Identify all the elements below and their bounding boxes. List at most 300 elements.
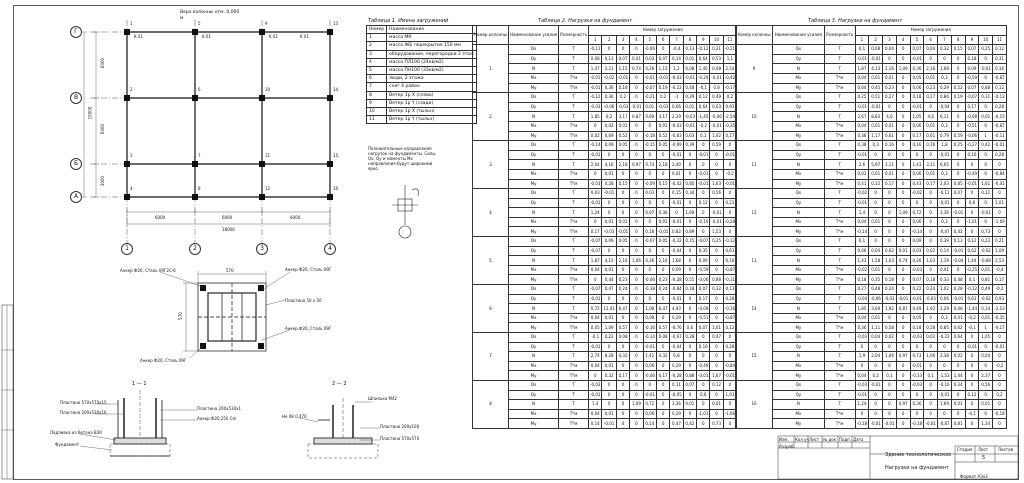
value-cell: 0: [993, 333, 1007, 343]
value-cell: 0: [924, 390, 938, 400]
value-cell: -0,01: [855, 54, 869, 64]
value-cell: 0: [710, 342, 723, 352]
value-cell: 0,47: [602, 285, 616, 295]
value-cell: -0,18: [643, 285, 656, 295]
value-cell: -0,51: [965, 121, 979, 131]
value-cell: 0,31: [993, 54, 1007, 64]
value-cell: 0,51: [869, 93, 883, 103]
value-cell: 0: [710, 304, 723, 314]
unit-cell: Т: [824, 208, 855, 218]
value-cell: -0,2: [965, 313, 979, 323]
table-header-cell: Номер загружения: [855, 26, 1006, 36]
value-cell: 6,47: [616, 304, 629, 314]
value-cell: 0,14: [979, 304, 993, 314]
value-cell: 0,08: [951, 304, 965, 314]
value-cell: 0: [630, 342, 643, 352]
value-cell: 0,01: [630, 54, 643, 64]
value-cell: 0,01: [656, 121, 669, 131]
value-cell: 0,93: [723, 102, 736, 112]
value-cell: 0,07: [656, 54, 669, 64]
value-cell: 0: [683, 198, 696, 208]
force-name-cell: Mx: [509, 121, 559, 131]
loads-table-3: [735, 25, 1007, 429]
value-cell: 0,06: [855, 246, 869, 256]
value-cell: 0,03: [710, 102, 723, 112]
unit-cell: Т: [824, 380, 855, 390]
table-row: [473, 141, 737, 151]
unit-cell: Т: [559, 64, 589, 74]
value-cell: -2,54: [723, 112, 736, 122]
value-cell: 0,81: [979, 275, 993, 285]
value-cell: 1,09: [630, 400, 643, 410]
value-cell: 0,1: [855, 237, 869, 247]
value-cell: 0,05: [656, 237, 669, 247]
unit-cell: Т: [824, 246, 855, 256]
value-cell: 0: [656, 189, 669, 199]
value-cell: -0,01: [589, 83, 602, 93]
value-cell: 0,01: [683, 400, 696, 410]
column-number-cell: 15: [736, 333, 773, 381]
value-cell: 0,8: [710, 83, 723, 93]
value-cell: 0,03: [589, 189, 602, 199]
value-cell: 4,16: [602, 160, 616, 170]
value-cell: 1: [979, 323, 993, 333]
value-cell: 0,01: [883, 121, 897, 131]
force-name-cell: My: [773, 83, 825, 93]
unit-cell: Т: [824, 304, 855, 314]
table-row: [367, 99, 477, 107]
value-cell: 0,07: [697, 285, 710, 295]
unit-cell: Т: [559, 304, 589, 314]
force-name-cell: Qx: [773, 380, 825, 390]
value-cell: 0,31: [979, 93, 993, 103]
value-cell: 0,18: [683, 285, 696, 295]
force-name-cell: Qy: [773, 198, 825, 208]
value-cell: 0,97: [643, 208, 656, 218]
table1-title: Таблица 1. Имена загружений: [368, 18, 449, 24]
value-cell: 1,58: [869, 256, 883, 266]
value-cell: 0: [951, 112, 965, 122]
stamp-sheets-label: Листов: [998, 447, 1013, 452]
value-cell: 0,06: [670, 102, 683, 112]
value-cell: 0: [643, 246, 656, 256]
table-header-cell: 8: [683, 35, 696, 45]
value-cell: 0,15: [656, 179, 669, 189]
value-cell: 0: [670, 208, 683, 218]
value-cell: 6,65: [938, 160, 952, 170]
table-header-cell: 11: [993, 35, 1007, 45]
value-cell: 0,32: [938, 45, 952, 55]
value-cell: 0,04: [855, 83, 869, 93]
value-cell: 0,13: [683, 45, 696, 55]
unit-cell: Т*м: [824, 169, 855, 179]
value-cell: 0: [630, 93, 643, 103]
value-cell: -0,84: [670, 285, 683, 295]
force-name-cell: Qx: [509, 141, 559, 151]
value-cell: 0,73: [910, 352, 924, 362]
value-cell: -1,44: [965, 304, 979, 314]
value-cell: -0,18: [910, 419, 924, 429]
value-cell: 0: [630, 361, 643, 371]
dim-h-1: 6000: [155, 215, 166, 220]
table-row: [736, 294, 1007, 304]
node-3: 3: [130, 153, 133, 158]
value-cell: -0,01: [710, 208, 723, 218]
value-cell: 0,06: [938, 294, 952, 304]
force-name-cell: Qx: [509, 237, 559, 247]
table-row: [473, 275, 737, 285]
value-cell: 2,29: [670, 112, 683, 122]
value-cell: 0: [924, 400, 938, 410]
force-name-cell: Qy: [509, 390, 559, 400]
force-name-cell: Qx: [773, 141, 825, 151]
force-name-cell: My: [773, 419, 825, 429]
value-cell: 0,12: [979, 189, 993, 199]
value-cell: 0: [723, 419, 736, 429]
value-cell: 0,48: [683, 83, 696, 93]
value-cell: -0,01: [910, 54, 924, 64]
value-cell: 0: [630, 83, 643, 93]
value-cell: 0: [656, 45, 669, 55]
dim-h-2: 6000: [222, 215, 233, 220]
value-cell: 0,13: [723, 285, 736, 295]
table-row: [736, 45, 1007, 55]
value-cell: 0: [855, 361, 869, 371]
value-cell: 0,09: [910, 237, 924, 247]
value-cell: 0: [979, 150, 993, 160]
value-cell: 0: [643, 169, 656, 179]
value-cell: 0: [710, 169, 723, 179]
table-row: [473, 294, 737, 304]
value-cell: 0: [896, 285, 910, 295]
table-row: [473, 208, 737, 218]
value-cell: 0,88: [683, 371, 696, 381]
value-cell: 0,42: [979, 141, 993, 151]
table-row: [736, 390, 1007, 400]
value-cell: 4,32: [616, 352, 629, 362]
value-cell: 0,18: [855, 275, 869, 285]
value-cell: -0,01: [965, 179, 979, 189]
force-name-cell: My: [509, 227, 559, 237]
value-cell: 0,74: [896, 256, 910, 266]
table2-title: Таблица 2. Нагрузки на фундамент: [538, 18, 633, 24]
value-cell: 0,18: [643, 227, 656, 237]
stamp-col-doc: № док: [823, 437, 837, 442]
force-name-cell: Qx: [509, 189, 559, 199]
value-cell: -0,11: [723, 275, 736, 285]
value-cell: 0: [869, 227, 883, 237]
value-cell: 8,2: [602, 112, 616, 122]
table-row: [473, 112, 737, 122]
table-row: [473, 150, 737, 160]
unit-cell: Т*м: [824, 361, 855, 371]
unit-cell: Т*м: [559, 323, 589, 333]
unit-cell: Т*м: [824, 323, 855, 333]
value-cell: -0,01: [643, 73, 656, 83]
value-cell: -0,4: [670, 45, 683, 55]
dim-570-h: 570: [226, 268, 234, 273]
value-cell: 0,17: [589, 227, 602, 237]
stamp-col-izm: Изм.: [779, 437, 789, 442]
value-cell: 0: [938, 361, 952, 371]
value-cell: 0,12: [993, 83, 1007, 93]
value-cell: 0: [630, 73, 643, 83]
value-cell: 0: [883, 313, 897, 323]
value-cell: 0,63: [965, 294, 979, 304]
value-cell: -0,02: [602, 73, 616, 83]
value-cell: 0,14: [643, 419, 656, 429]
value-cell: 0,07: [910, 45, 924, 55]
table-row: [473, 131, 737, 141]
value-cell: 0,01: [602, 361, 616, 371]
axis-label-2: 2: [189, 243, 201, 255]
value-cell: 0: [896, 227, 910, 237]
force-name-cell: Qy: [509, 102, 559, 112]
value-cell: -0,01: [683, 73, 696, 83]
value-cell: 0: [938, 409, 952, 419]
table-row: [736, 102, 1007, 112]
unit-cell: Т: [824, 45, 855, 55]
force-name-cell: Mx: [509, 169, 559, 179]
force-name-cell: Qy: [773, 54, 825, 64]
node-11: 11: [265, 153, 271, 158]
force-name-cell: N: [773, 352, 825, 362]
unit-cell: Т: [824, 112, 855, 122]
value-cell: -0,32: [670, 237, 683, 247]
value-cell: 0: [883, 217, 897, 227]
table-row: [736, 54, 1007, 64]
value-cell: -0,59: [965, 73, 979, 83]
force-name-cell: My: [509, 275, 559, 285]
value-cell: -0,87: [993, 73, 1007, 83]
value-cell: -0,01: [965, 342, 979, 352]
force-name-cell: Qy: [509, 54, 559, 64]
unit-cell: Т*м: [824, 179, 855, 189]
value-cell: 0,06: [643, 409, 656, 419]
value-cell: 0,07: [951, 189, 965, 199]
value-cell: 0,04: [855, 371, 869, 381]
value-cell: 0: [993, 419, 1007, 429]
unit-cell: Т: [824, 93, 855, 103]
value-cell: 0: [883, 237, 897, 247]
unit-cell: Т: [559, 112, 589, 122]
value-cell: 0,05: [616, 237, 629, 247]
value-cell: 0,04: [979, 352, 993, 362]
value-cell: 0,1: [965, 275, 979, 285]
value-cell: 3,36: [938, 208, 952, 218]
value-cell: 0: [924, 54, 938, 64]
value-cell: 0: [656, 361, 669, 371]
value-cell: -0,01: [910, 361, 924, 371]
table-header-cell: 5: [643, 35, 656, 45]
value-cell: 0: [589, 371, 602, 381]
value-cell: 0: [630, 371, 643, 381]
value-cell: 0: [951, 265, 965, 275]
value-cell: 0,08: [643, 313, 656, 323]
value-cell: 0: [896, 160, 910, 170]
force-name-cell: My: [509, 419, 559, 429]
value-cell: 0: [896, 54, 910, 64]
value-cell: 0,45: [869, 83, 883, 93]
value-cell: -0,06: [869, 294, 883, 304]
table-row: [367, 42, 477, 50]
value-cell: -0,01: [602, 189, 616, 199]
force-name-cell: My: [773, 179, 825, 189]
value-cell: 0: [656, 150, 669, 160]
value-cell: 0,18: [924, 275, 938, 285]
table-row: [367, 58, 477, 66]
value-cell: 0,09: [602, 237, 616, 247]
node-12: 12: [265, 186, 271, 191]
value-cell: 0: [683, 160, 696, 170]
value-cell: -0,07: [589, 246, 602, 256]
value-cell: -0,03: [616, 102, 629, 112]
value-cell: -0,07: [643, 237, 656, 247]
value-cell: -0,01: [656, 227, 669, 237]
value-cell: -0,01: [979, 208, 993, 218]
value-cell: 0,01: [979, 112, 993, 122]
value-cell: 0: [697, 419, 710, 429]
value-cell: 0,04: [589, 313, 602, 323]
value-cell: 1,01: [723, 390, 736, 400]
value-cell: 0: [979, 342, 993, 352]
value-cell: 0,1: [697, 131, 710, 141]
table-row: [736, 121, 1007, 131]
value-cell: 0,03: [643, 189, 656, 199]
value-cell: -0,03: [910, 380, 924, 390]
value-cell: 0: [602, 380, 616, 390]
anchor-label-1: Анкер Ф20, Сталь 09Г2С-6: [120, 268, 176, 273]
value-cell: 0,28: [723, 294, 736, 304]
column-number-cell: 2: [473, 93, 509, 141]
force-name-cell: My: [509, 371, 559, 381]
value-cell: 0: [602, 45, 616, 55]
value-cell: 1,4: [855, 208, 869, 218]
value-cell: 0: [616, 400, 629, 410]
value-cell: 0: [656, 342, 669, 352]
value-cell: 0: [656, 400, 669, 410]
value-cell: 0,3: [938, 169, 952, 179]
value-cell: 0: [965, 380, 979, 390]
table-row: [367, 75, 477, 83]
value-cell: 0: [630, 333, 643, 343]
value-cell: -0,01: [924, 419, 938, 429]
value-cell: 0,3: [938, 313, 952, 323]
value-cell: -0,29: [697, 73, 710, 83]
unit-cell: Т*м: [559, 227, 589, 237]
force-name-cell: Mx: [773, 409, 825, 419]
value-cell: 0,16: [993, 64, 1007, 74]
value-cell: 0: [965, 333, 979, 343]
value-cell: 0,01: [924, 73, 938, 83]
value-cell: 0: [723, 208, 736, 218]
force-name-cell: Qy: [509, 342, 559, 352]
table-row: [736, 64, 1007, 74]
value-cell: 0,18: [965, 54, 979, 64]
value-cell: 0: [683, 217, 696, 227]
value-cell: 0,07: [965, 83, 979, 93]
value-cell: 0,06: [643, 361, 656, 371]
value-cell: 0: [896, 265, 910, 275]
value-cell: 0,61: [883, 131, 897, 141]
value-cell: -0,01: [938, 390, 952, 400]
table-row: [473, 179, 737, 189]
unit-cell: Т*м: [824, 121, 855, 131]
table-row: [736, 73, 1007, 83]
value-cell: 5,97: [869, 160, 883, 170]
table-cell: 6: [367, 75, 387, 83]
value-cell: 0: [630, 390, 643, 400]
table-row: [736, 380, 1007, 390]
value-cell: 0: [656, 409, 669, 419]
table-row: [367, 83, 477, 91]
table-row: [473, 54, 737, 64]
unit-cell: Т*м: [824, 131, 855, 141]
value-cell: 0,39: [938, 237, 952, 247]
value-cell: 0: [630, 323, 643, 333]
unit-cell: Т*м: [559, 265, 589, 275]
table-header-cell: 8: [951, 35, 965, 45]
value-cell: 0,26: [643, 64, 656, 74]
value-cell: 0,17: [883, 179, 897, 189]
value-cell: -0,03: [910, 265, 924, 275]
value-cell: -0,01: [883, 419, 897, 429]
value-cell: -0,87: [723, 265, 736, 275]
value-cell: 4,93: [670, 304, 683, 314]
unit-cell: Т: [559, 294, 589, 304]
value-cell: 0: [993, 380, 1007, 390]
plate-label: Пластина 50 x 50: [285, 298, 322, 303]
unit-cell: Т: [559, 150, 589, 160]
value-cell: -0,06: [602, 102, 616, 112]
value-cell: 0: [965, 400, 979, 410]
value-cell: 0,01: [924, 121, 938, 131]
value-cell: 0: [883, 227, 897, 237]
value-cell: 0,14: [589, 419, 602, 429]
value-cell: -0,07: [965, 93, 979, 103]
value-cell: -0,01: [723, 371, 736, 381]
node-mark: K 01: [134, 34, 143, 39]
column-number-cell: 9: [736, 45, 773, 93]
value-cell: -0,1: [589, 333, 602, 343]
value-cell: 0: [924, 237, 938, 247]
value-cell: 0,35: [697, 246, 710, 256]
unit-cell: Т*м: [824, 409, 855, 419]
table-row: [473, 217, 737, 227]
value-cell: 0,09: [602, 141, 616, 151]
table-row: [473, 371, 737, 381]
force-name-cell: My: [509, 179, 559, 189]
unit-cell: Т*м: [559, 217, 589, 227]
value-cell: 0,42: [951, 227, 965, 237]
stamp-role: Разраб.: [779, 444, 795, 449]
value-cell: 0,23: [924, 83, 938, 93]
value-cell: 4,32: [656, 352, 669, 362]
unit-cell: Т: [824, 333, 855, 343]
force-name-cell: Qx: [773, 93, 825, 103]
value-cell: 0,32: [710, 285, 723, 295]
force-name-cell: My: [773, 275, 825, 285]
unit-cell: Т*м: [559, 83, 589, 93]
value-cell: 1,06: [630, 256, 643, 266]
value-cell: 0,07: [910, 275, 924, 285]
force-name-cell: Qy: [773, 102, 825, 112]
value-cell: 0,12: [697, 93, 710, 103]
value-cell: 0: [896, 313, 910, 323]
value-cell: 0,41: [855, 179, 869, 189]
value-cell: -0,01: [670, 217, 683, 227]
value-cell: -0,21: [723, 45, 736, 55]
